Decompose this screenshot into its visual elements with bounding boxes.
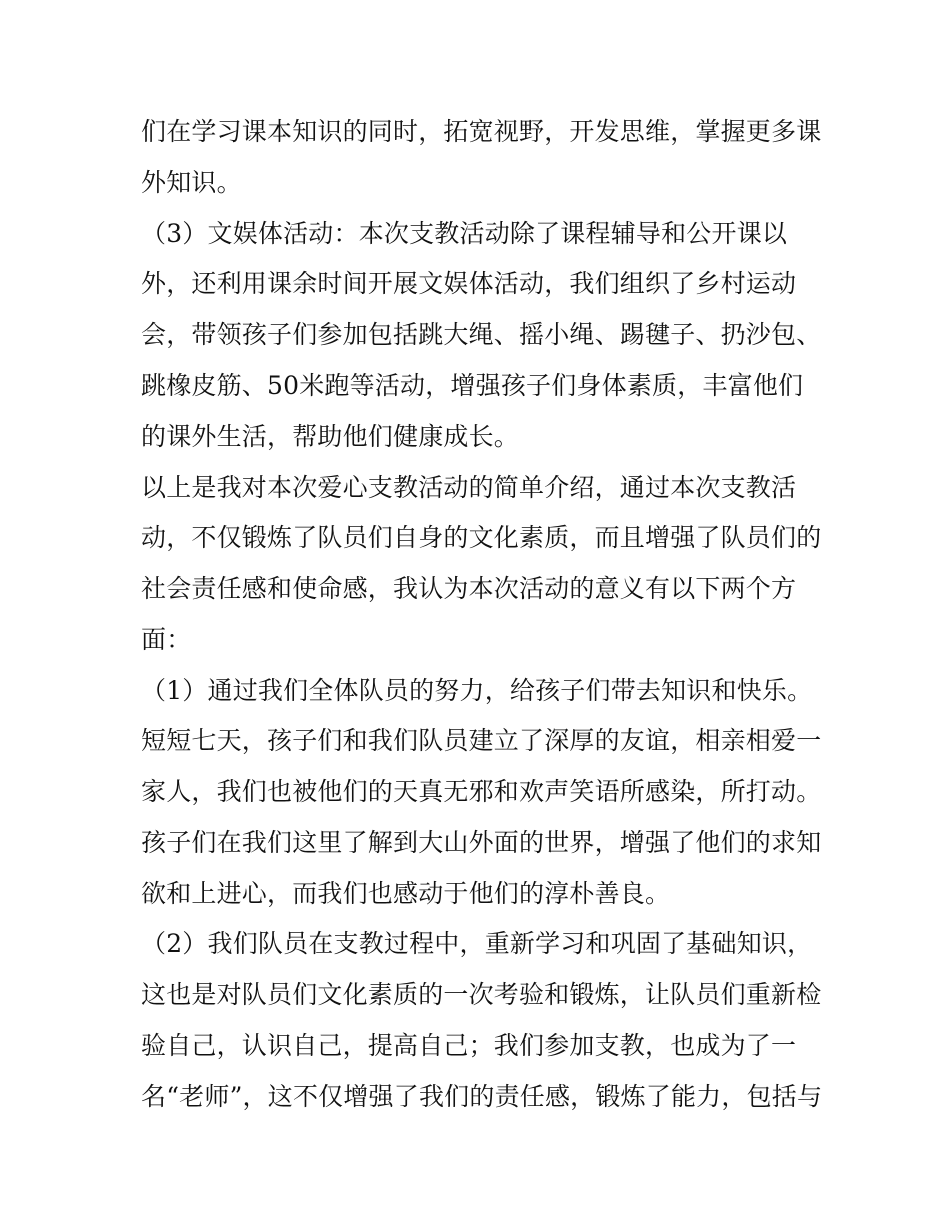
text-line: 以上是我对本次爱心支教活动的简单介绍，通过本次支教活 [141,473,797,502]
text-line: 外，还利用课余时间开展文娱体活动，我们组织了乡村运动 [141,269,797,298]
text-line: 短短七天，孩子们和我们队员建立了深厚的友谊，相亲相爱一 [141,726,822,755]
text-line: 的课外生活，帮助他们健康成长。 [141,422,520,451]
text-line: 动，不仅锻炼了队员们自身的文化素质，而且增强了队员们的 [141,523,822,552]
text-line: （3）文娱体活动：本次支教活动除了课程辅导和公开课以 [141,219,788,248]
text-line: 会，带领孩子们参加包括跳大绳、摇小绳、踢毽子、扔沙包、 [141,320,822,349]
text-line: 孩子们在我们这里了解到大山外面的世界，增强了他们的求知 [141,828,822,857]
text-line: 家人，我们也被他们的天真无邪和欢声笑语所感染，所打动。 [141,777,822,806]
text-line: 面： [141,625,192,654]
text-line: 外知识。 [141,168,242,197]
text-line: （1）通过我们全体队员的努力，给孩子们带去知识和快乐。 [141,676,813,705]
text-line: 验自己，认识自己，提高自己；我们参加支教，也成为了一 [141,1031,797,1060]
text-line: 欲和上进心，而我们也感动于他们的淳朴善良。 [141,879,671,908]
text-line: 们在学习课本知识的同时，拓宽视野，开发思维，掌握更多课 [141,117,822,146]
text-line: 这也是对队员们文化素质的一次考验和锻炼，让队员们重新检 [141,980,822,1009]
text-line: （2）我们队员在支教过程中，重新学习和巩固了基础知识， [141,929,813,958]
text-line: 社会责任感和使命感，我认为本次活动的意义有以下两个方 [141,574,797,603]
text-line: 名“老师”，这不仅增强了我们的责任感，锻炼了能力，包括与 [141,1082,823,1111]
text-line: 跳橡皮筋、50米跑等活动，增强孩子们身体素质，丰富他们 [141,371,804,400]
